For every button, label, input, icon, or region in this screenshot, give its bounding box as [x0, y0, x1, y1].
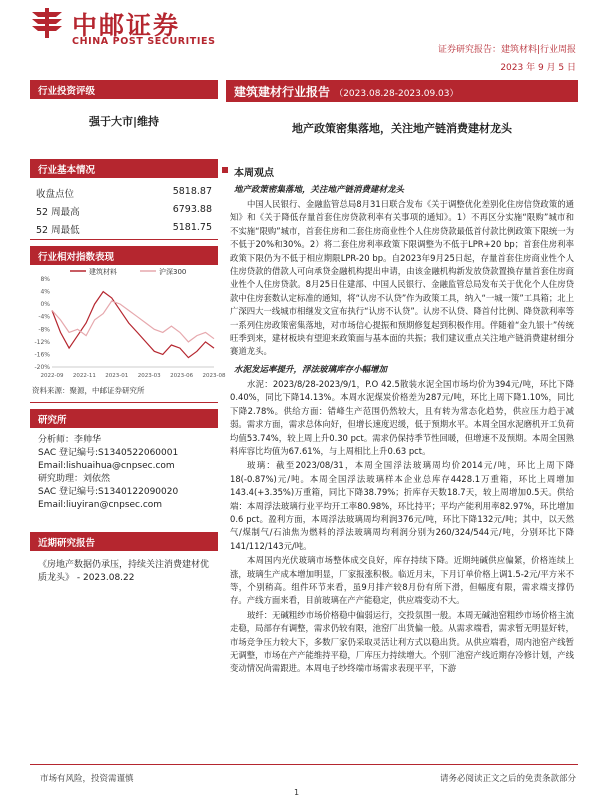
- legend-label: 建筑材料: [89, 268, 117, 276]
- x-tick-label: 2023-01: [105, 373, 129, 379]
- analyst-email[interactable]: Email:lishuaihua@cnpsec.com: [38, 461, 175, 471]
- y-tick-label: -8%: [38, 326, 50, 334]
- footer-risk-note: 市场有风险，投资需谨慎: [40, 774, 134, 784]
- analyst-info: [30, 428, 218, 532]
- analyst-line: SAC 登记编号:S1340522060001: [38, 448, 179, 458]
- paragraph: 本周国内光伏玻璃市场整体成交良好，库存持续下降。近期纯碱供应偏紧，价格连续上涨，玻璃生产成本增加明显，厂家报涨积极。临近月末，下月订单价格上调1.5-2元/平方米不等，个别稍高。组件环节来看，虽9月排产较8月份有所下滑，但幅度有限，需求端支撑仍存。产线方面来看，目前玻璃在产产能稳定，供应端变动不大。: [230, 555, 574, 606]
- report-date: 2023 年 9 月 5 日: [500, 63, 576, 73]
- rating-section-title: 行业投资评级: [30, 80, 218, 99]
- analyst-section-title: 研究所: [30, 409, 218, 428]
- sub-title: 地产政策密集落地，关注地产链消费建材龙头: [234, 185, 405, 195]
- report-title: 建筑建材行业报告: [234, 85, 331, 99]
- analyst-email[interactable]: Email:liuyiran@cnpsec.com: [38, 500, 163, 510]
- paragraph: 水泥：2023/8/28-2023/9/1，P.O 42.5散装水泥全国市场均价为394元/吨，环比下降0.40%，同比下降14.13%。本周水泥煤炭价格差为287元/吨，环比上周下降1.10%，同比下降2.78%。供给方面：错峰生产范围仍然较大，且有转为常态化趋势，供应压力趋于减弱。需求方面，需求总体向好，但增长速度迟缓，低于预期水平。本周全国水泥磨机开工负荷均值53.74%，较上周上升0.30 pct。需求仍保持季节性回暖，但增速不及预期。本周全国熟料库容比均值为67.61%，与上周相比上升0.63 pct。: [230, 378, 574, 456]
- recent-report-item[interactable]: 《房地产数据仍承压，持续关注消费建材优质龙头》 - 2023.08.22: [38, 560, 210, 583]
- y-tick-label: -16%: [34, 351, 50, 359]
- info-value: 5181.75: [172, 222, 212, 233]
- series-line: [52, 292, 214, 358]
- x-tick-label: 2022-09: [40, 373, 64, 379]
- paragraph: 玻璃：截至2023/08/31，本周全国浮法玻璃周均价2014元/吨，环比上周下降18(-0.87%)元/吨。本周全国浮法玻璃样本企业总库存4428.1万重箱，环比上周增加143.4(+3.35%)万重箱，同比下降38.79%；折库存天数18.7天，较上周增加0.5天。供给端：本周浮法玻璃行业平均开工率80.98%，环比持平；平均产能利用率82.97%，环比增加0.6 pct。盈利方面，本周浮法玻璃周均利润376元/吨，环比下降132元/吨；其中，以天然气/煤制气/石油焦为燃料的浮法玻璃周均利润分别为260/324/544元/吨，分别环比下降141/112/143元/吨。: [230, 460, 574, 551]
- info-row: [30, 202, 218, 220]
- x-tick-label: 2022-11: [72, 373, 96, 379]
- analyst-line: 研究助理：刘依然: [38, 474, 111, 484]
- legend-label: 沪深300: [159, 268, 187, 276]
- analyst-line: 分析师：李帅华: [38, 435, 102, 445]
- relative-index-chart: [30, 265, 226, 381]
- recent-reports-section-title: 近期研究报告: [30, 532, 218, 551]
- footer-disclaimer: 请务必阅读正文之后的免责条款部分: [439, 774, 576, 784]
- info-label: 52 周最高: [36, 207, 80, 218]
- basic-info-section-title: 行业基本情况: [30, 159, 218, 178]
- report-headline: 地产政策密集落地，关注地产链消费建材龙头: [292, 122, 512, 135]
- analyst-line: SAC 登记编号:S1340122090020: [38, 487, 179, 497]
- brand-name-en: CHINA POST SECURITIES: [72, 36, 216, 47]
- info-value: 6793.88: [172, 204, 212, 215]
- info-row: [30, 184, 218, 202]
- basic-info-table: [30, 178, 218, 240]
- y-tick-label: -20%: [34, 364, 50, 371]
- paragraph: 玻纤：无碱粗纱市场价格稳中偏弱运行，交投氛围一般。本周无碱池窑粗纱市场价格主流走稳，局部存有调整，需求仍较有限，池窑厂出货偏一般。从需求端看，需求暂无明显好转，市场竞争压力较大下，多数厂家仍采取灵活让利方式以稳出货。从供应端看，周内池窑产线暂无调整，市场在产产能维持平稳，厂库压力持续增大。个别厂池窑产线近期存冷修计划，产线变动情况尚需跟进。本周电子纱终端市场需求表现平平，下游: [230, 609, 574, 674]
- china-post-logo-icon: [30, 6, 64, 40]
- page-number: 1: [294, 788, 300, 797]
- sub-title: 水泥发运率提升，浮法玻璃库存小幅增加: [234, 364, 388, 375]
- x-tick-label: 2023-03: [137, 373, 161, 379]
- brand-name-cn: 中邮证券: [72, 11, 181, 40]
- page-header: [0, 0, 600, 73]
- section-title: 本周观点: [226, 164, 578, 179]
- report-range: （2023.08.28-2023.09.03）: [334, 89, 459, 99]
- info-label: 52 周最低: [36, 225, 80, 236]
- info-label: 收盘点位: [36, 189, 75, 200]
- paragraph: 中国人民银行、金融监管总局8月31日联合发布《关于调整优化差别化住房信贷政策的通知》和《关于降低存量首套住房贷款利率有关事项的通知》。1）不再区分实施“限购”城市和不实施“限购”城市，首套住房和二套住房商业性个人住房贷款最低首付款比例政策下限统一为不低于20%和30%。2）将二套住房利率政策下限调整为不低于LPR+20 bp；首套住房利率政策下限仍为不低于相应期限LPR-20 bp。自2023年9月25日起，存量首套住房商业性个人住房贷款的借款人可向承贷金融机构提出申请，由该金融机构新发放贷款置换存量首套住房商业性个人住房贷款。8月25日住建部、中国人民银行、金融监管总局发布关于优化个人住房贷款中住房套数认定标准的通知，将“认房不认贷”作为政策工具，纳入“一城一策”工具箱；北上广深四大一线城市相继发文宣布执行“认房不认贷”。认房不认贷、降首付比例、降贷款利率等一系列住房政策密集落地，对市场信心提振和预期修复起到积极作用。伴随着“金九银十”传统旺季到来，建材板块有望迎来政策面与基本面的共振；我们建议重点关注地产链消费建材细分赛道龙头。: [230, 199, 574, 357]
- y-tick-label: -12%: [34, 338, 50, 346]
- y-tick-label: 0%: [40, 301, 50, 309]
- report-title-bar: [226, 80, 578, 102]
- info-value: 5818.87: [172, 186, 212, 197]
- x-tick-label: 2023-06: [170, 373, 194, 379]
- performance-section-title: 行业相对指数表现: [30, 246, 218, 265]
- left-sidebar: [30, 80, 226, 593]
- report-category: 证券研究报告：建筑材料|行业周报: [437, 45, 576, 55]
- x-tick-label: 2023-08: [202, 373, 226, 379]
- footer-divider: [30, 764, 578, 765]
- y-tick-label: -4%: [38, 313, 50, 321]
- main-content: [226, 80, 578, 677]
- info-row: [30, 220, 218, 238]
- y-tick-label: 8%: [40, 276, 50, 283]
- series-line: [52, 301, 214, 342]
- rating-value: 强于大市|维持: [88, 115, 160, 128]
- y-tick-label: 4%: [40, 288, 50, 296]
- line-chart: [30, 265, 226, 381]
- chart-source: 资料来源：聚源，中邮证券研究所: [30, 381, 218, 403]
